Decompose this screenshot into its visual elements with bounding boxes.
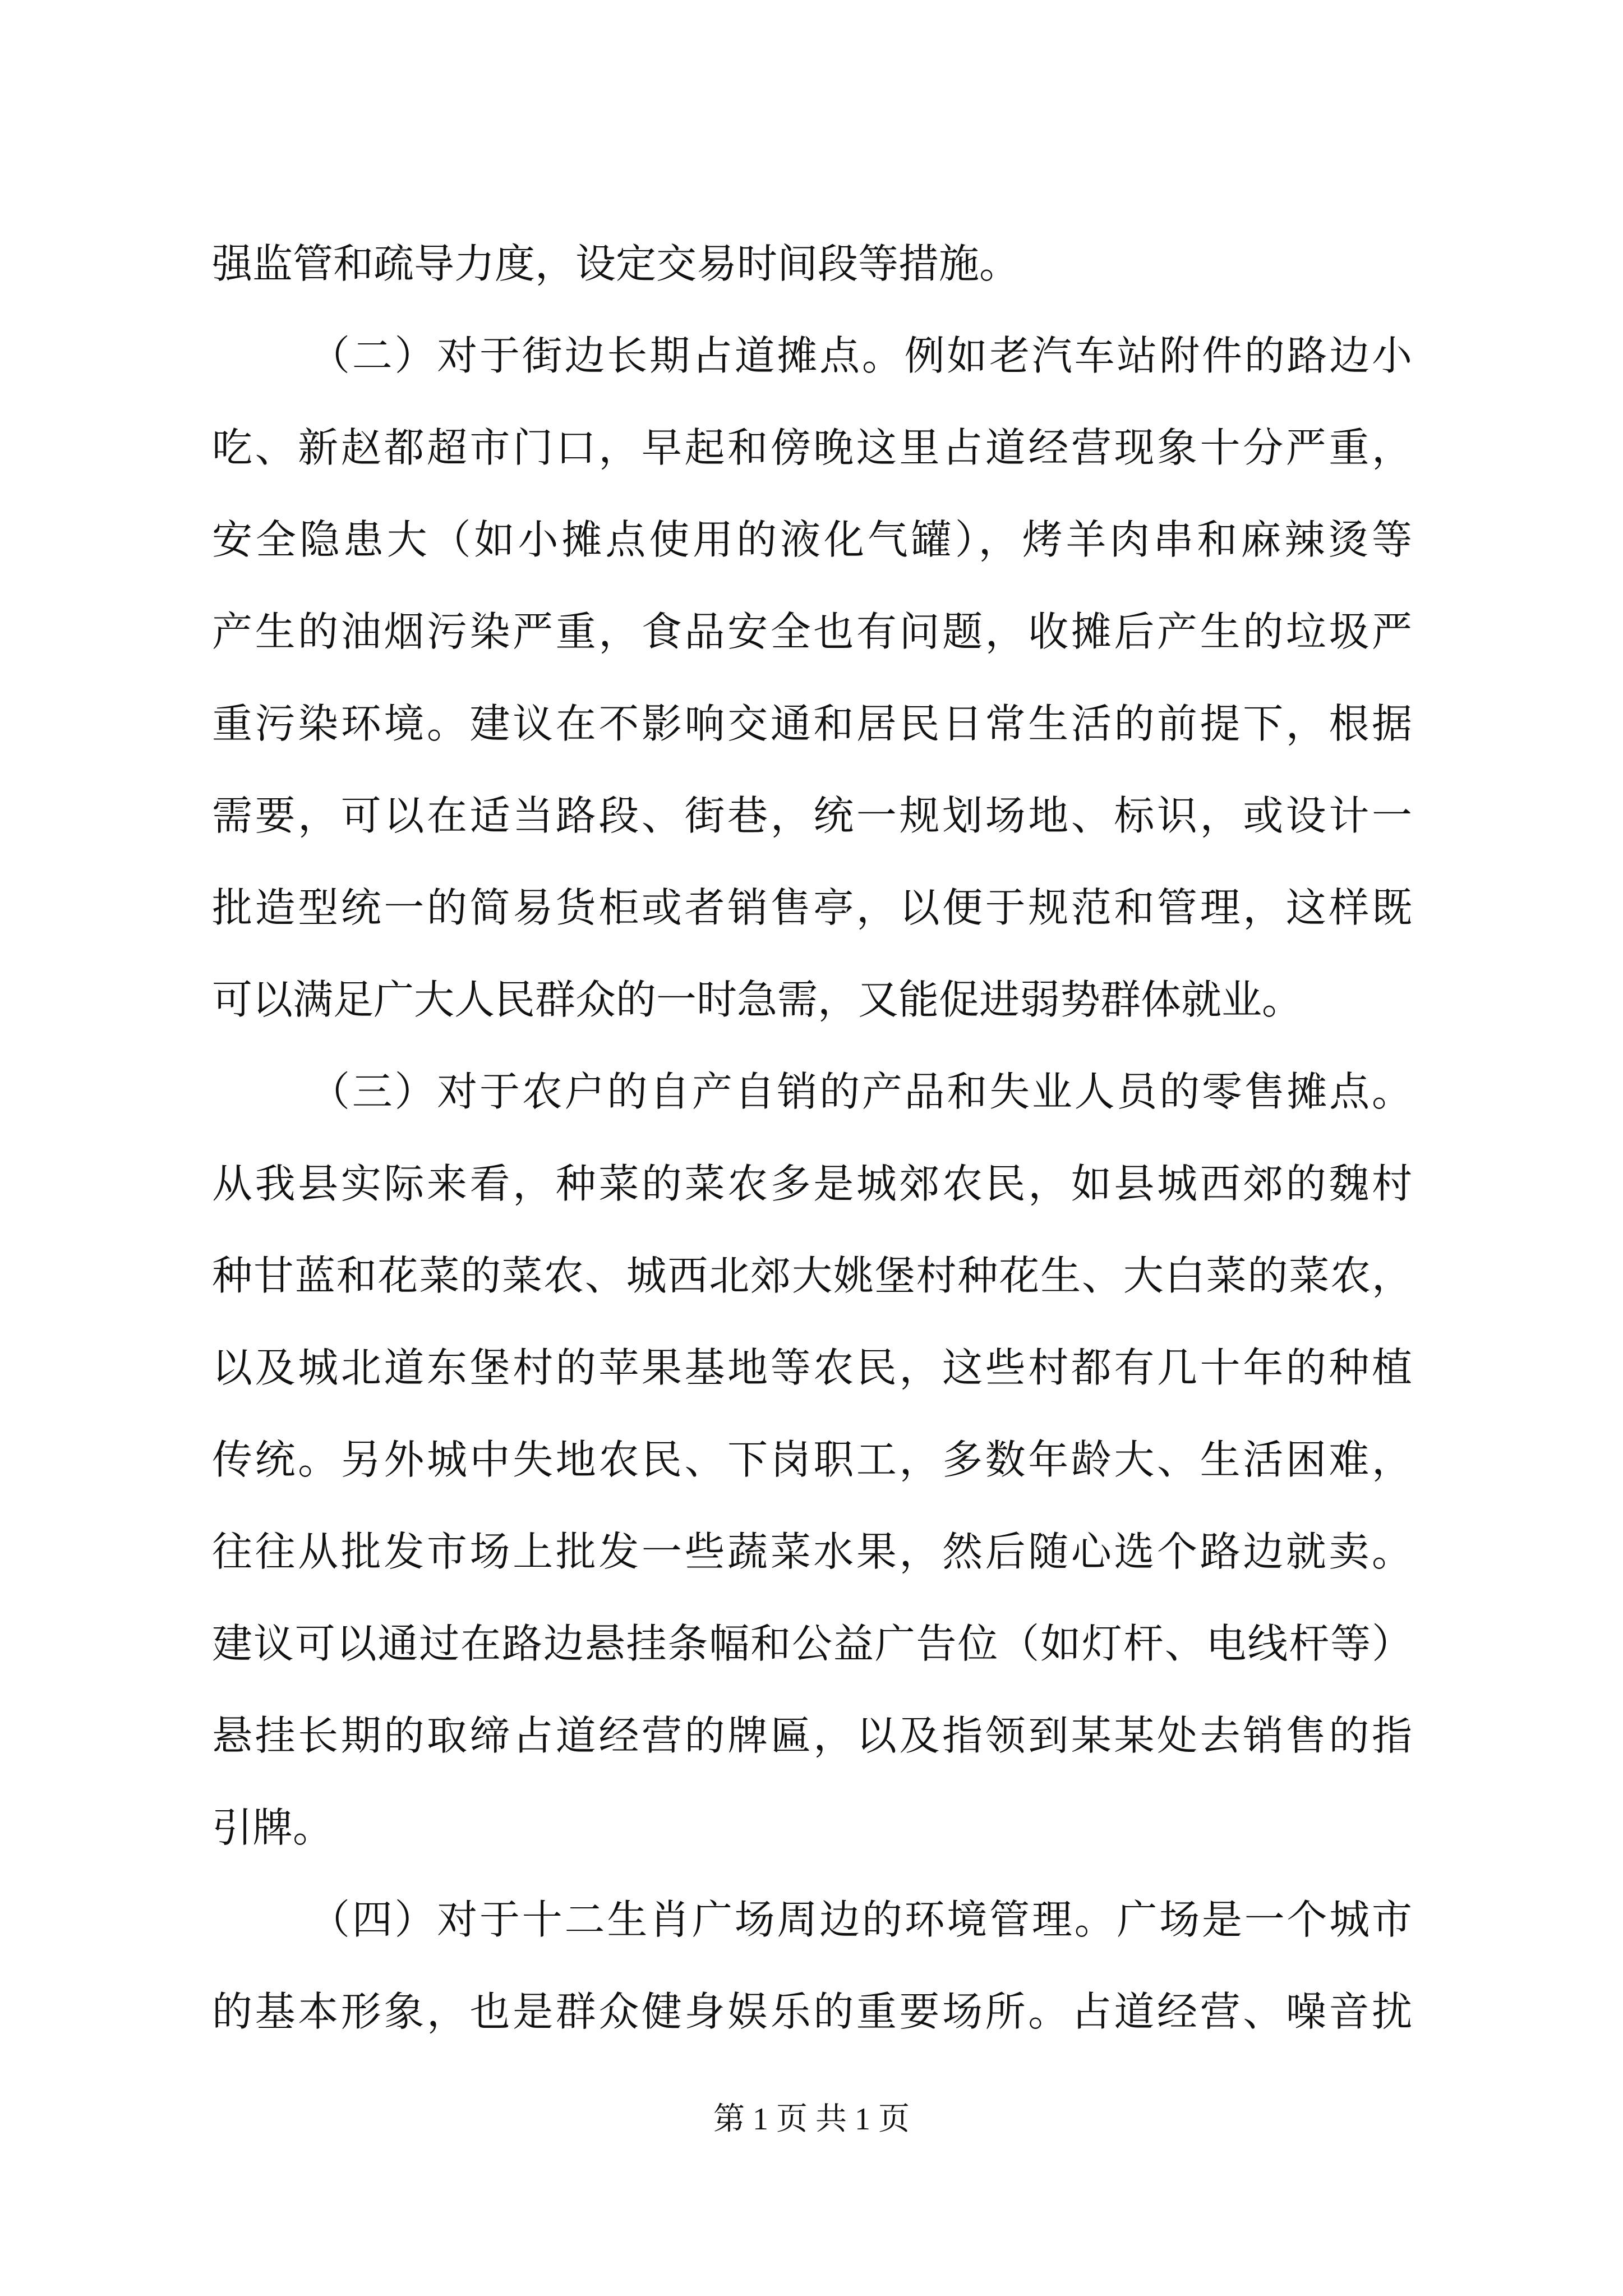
text-line: 往往从批发市场上批发一些蔬菜水果，然后随心选个路边就卖。 xyxy=(212,1528,1412,1575)
text-line: 可以满足广大人民群众的一时急需，又能促进弱势群体就业。 xyxy=(212,976,1303,1023)
text-line: 以及城北道东堡村的苹果基地等农民，这些村都有几十年的种植 xyxy=(212,1344,1412,1391)
text-line: 悬挂长期的取缔占道经营的牌匾，以及指领到某某处去销售的指 xyxy=(212,1712,1412,1759)
text-line: 从我县实际来看，种菜的菜农多是城郊农民，如县城西郊的魏村 xyxy=(212,1160,1412,1207)
text-line: 安全隐患大（如小摊点使用的液化气罐），烤羊肉串和麻辣烫等 xyxy=(212,516,1412,563)
text-line: 传统。另外城中失地农民、下岗职工，多数年龄大、生活困难， xyxy=(212,1436,1412,1483)
page-footer: 第 1 页 共 1 页 xyxy=(713,2102,910,2137)
text-line: 种甘蓝和花菜的菜农、城西北郊大姚堡村种花生、大白菜的菜农， xyxy=(212,1252,1412,1299)
text-line: 吃、新赵都超市门口，早起和傍晚这里占道经营现象十分严重， xyxy=(212,424,1412,471)
text-line: 产生的油烟污染严重，食品安全也有问题，收摊后产生的垃圾严 xyxy=(212,608,1412,655)
paragraph-4-start: （四）对于十二生肖广场周边的环境管理。广场是一个城市 xyxy=(310,1896,1412,1943)
text-line: 的基本形象，也是群众健身娱乐的重要场所。占道经营、噪音扰 xyxy=(212,1988,1412,2035)
paragraph-3-start: （三）对于农户的自产自销的产品和失业人员的零售摊点。 xyxy=(310,1068,1412,1115)
text-line: 建议可以通过在路边悬挂条幅和公益广告位（如灯杆、电线杆等） xyxy=(212,1620,1412,1667)
text-line: 强监管和疏导力度，设定交易时间段等措施。 xyxy=(212,240,1020,287)
text-line: 批造型统一的简易货柜或者销售亭，以便于规范和管理，这样既 xyxy=(212,884,1412,931)
text-line: 需要，可以在适当路段、街巷，统一规划场地、标识，或设计一 xyxy=(212,792,1412,839)
text-line: 重污染环境。建议在不影响交通和居民日常生活的前提下，根据 xyxy=(212,700,1412,747)
text-line: 引牌。 xyxy=(212,1804,334,1851)
paragraph-2-start: （二）对于街边长期占道摊点。例如老汽车站附件的路边小 xyxy=(310,332,1412,379)
